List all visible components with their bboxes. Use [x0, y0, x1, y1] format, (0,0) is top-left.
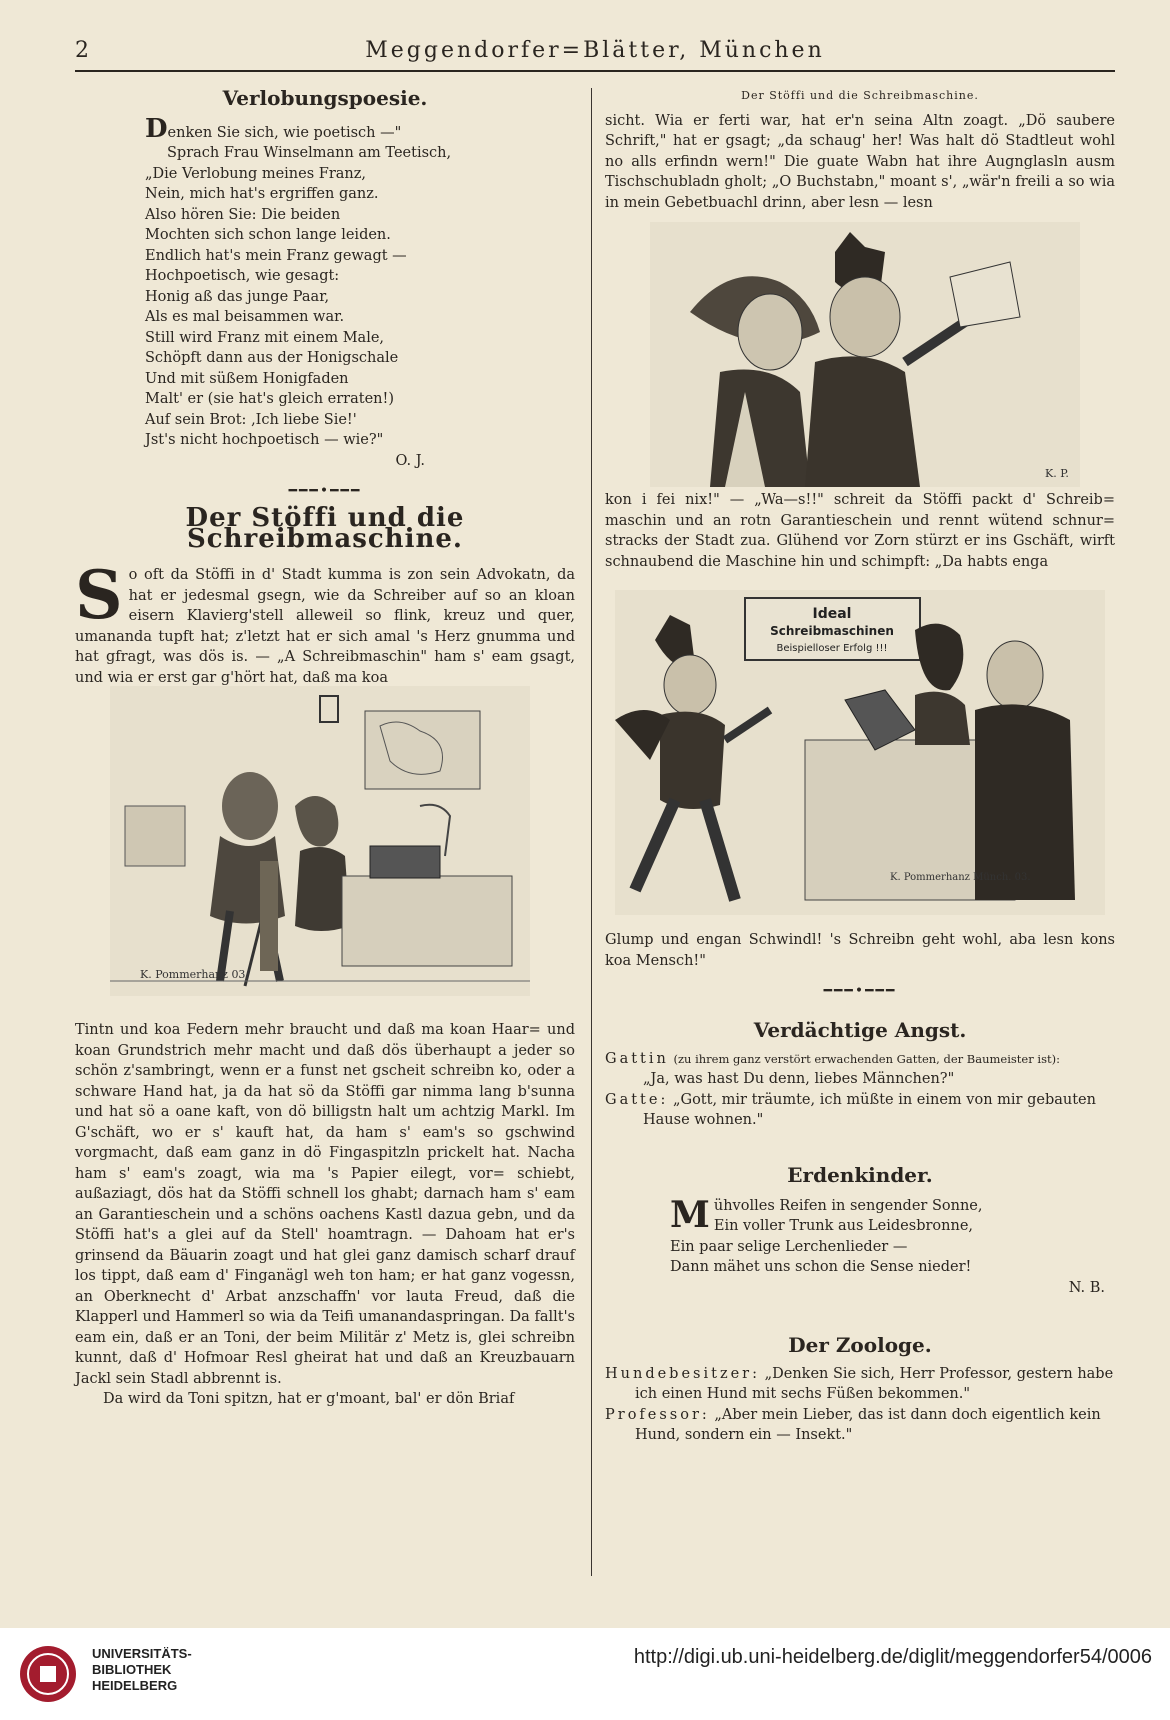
poem1-line: Honig aß das junge Paar,	[145, 288, 330, 305]
university-seal-icon	[18, 1644, 78, 1704]
poem1-line: Also hören Sie: Die beiden	[145, 206, 341, 223]
poem-erdenkinder	[605, 1165, 1115, 1298]
poem1-line: Malt' er (sie hat's gleich erraten!)	[145, 391, 394, 407]
header-rule	[75, 70, 1115, 72]
ornament-divider: ━━━•━━━	[288, 483, 362, 499]
poem1-line: Nein, mich hat's ergriffen ganz.	[145, 186, 379, 202]
illustration-couple-reading	[650, 222, 1080, 487]
story-section	[75, 503, 575, 688]
poem1-line: „Die Verlobung meines Franz,	[145, 165, 366, 182]
poem1-line: Mochten sich schon lange leiden.	[145, 227, 391, 243]
sign-line-1: Ideal	[812, 606, 852, 622]
ornament-divider-2: ━━━•━━━	[823, 983, 897, 999]
story-paragraph-1: o oft da Stöffi in d' Stadt kumma is zon sein Advokatn, da hat er jedesmal gsegn, wie da Schreiber auf so an kloan eisern Klavierg'stell alleweil so flink, kreuz und quer, umananda tupft hat; z'letzt hat er sich amal 's Herz gnumma und hat gfragt, was dös is. — „A Schreibmaschin" ham s' eam gsagt, und wia er erst gar g'hört hat, daß ma koa	[75, 567, 575, 686]
erden-line: Dann mähet uns schon die Sense nieder!	[670, 1259, 972, 1275]
story-paragraph-4: sicht. Wia er ferti war, hat er'n seina Altn zoagt. „Dö saubere Schrift," hat er gsagt; „da schaug' her! Was halt dö Stadtleut wohl no alls erfindn wern!" Die guate Wabn hat ihre Augnglasln ausm Tischschubladn gholt; „O Buchstabn," moant s', „wär'n freili a so wia in mein Gebetbuachl drinn, aber lesn — lesn	[605, 112, 1115, 211]
angst-title: Verdächtige Angst.	[753, 1018, 967, 1042]
section-verdaechtige-angst	[605, 1020, 1115, 1131]
story-ending	[605, 930, 1115, 1002]
library-line-3: HEIDELBERG	[92, 1678, 178, 1693]
story-continuation-right	[605, 86, 1115, 213]
artist-signature-2: K. Pommerhanz Münch. 03.	[890, 872, 1031, 883]
angst-line-1: „Ja, was hast Du denn, liebes Männchen?"	[643, 1071, 955, 1087]
illustration-drawing-2	[650, 222, 1080, 487]
poem-body	[75, 113, 575, 472]
poem-signature: O. J.	[395, 452, 425, 469]
illustration-office-typewriter	[110, 686, 530, 996]
artist-signature-1: K. Pommerhanz 03	[140, 968, 246, 981]
erden-title: Erdenkinder.	[787, 1163, 933, 1187]
library-line-1: UNIVERSITÄTS-	[92, 1646, 192, 1661]
story-paragraph-2: Tintn und koa Federn mehr braucht und daß ma koan Haar= und koan Grundstrich mehr macht und daß dös überhaupt a jeder so schön z'sambringt, wenn er a funst net gscheit schreibn ko, oder a schware Hand hat, ja da hat sö da Stöffi gar nimma lang b'sunna und hat sö a oane kaft, von dö billigstn halt um achtzig Markl. Im G'schäft, wo er s' kauft hat, da ham s' eam's so gschwind vorgmacht, daß eam ganz in dö Fingaspitzln prickelt hat. Nacha ham s' eam's zoagt, wia ma 's Papier eilegt, vor= schiebt, außaziagt, dös hat da Stöffi schnell los ghabt; darnach ham s' eam an Garantieschein und a schöns oachens Kastl dazua gebn, und da Stöffi hat's a glei auf da Stell' hoamtragn. — Dahoam hat er's grinsend da Bäuarin zoagt und hat glei ganz damisch scharf drauf los tippt, daß eam d' Finganägl weh ton ham; er hat ganz vogessn, an Oberknecht d' Arbat anzschaffn' vor lauta Freud, daß die Klapperl und Hammerl so wia da Teifi umanandaspringan. Da fallt's eam ein, daß er an Toni, der beim Militär z' Metz is, glei schreibn kunnt, daß d' Hofmoar Resl gheirat hat und daß an Kreuzbauarn Jackl sein Stadl abbrennt is.	[75, 1022, 575, 1387]
erden-first-line: ühvolles Reifen in sengender Sonne,	[713, 1197, 983, 1214]
story-paragraph-5: kon i fei nix!" — „Wa—s!!" schreit da Stöffi packt d' Schreib= maschin und an rotn Garantieschein und rennt wütend schnur= stracks der Stadt zua. Glühend vor Zorn stürzt er ins Gschäft, wirft schnaubend die Maschine hin und schimpft: „Da habts enga	[605, 492, 1115, 570]
angst-speaker-2: Gatte:	[605, 1091, 669, 1108]
poem-dropcap: D	[145, 113, 168, 144]
sign-line-3: Beispielloser Erfolg !!!	[776, 643, 888, 654]
angst-stage-direction: (zu ihrem ganz verstört erwachenden Gatten, der Baumeister ist):	[673, 1051, 1060, 1066]
poem1-line: Und mit süßem Honigfaden	[145, 370, 349, 387]
story-right-middle	[605, 490, 1115, 572]
story-paragraph-3: Da wird da Toni spitzn, hat er g'moant, bal' er dön Briaf	[103, 1391, 515, 1407]
poem-title: Verlobungspoesie.	[222, 86, 428, 110]
zoologe-speaker-2: Professor:	[605, 1406, 710, 1423]
viewer-footer	[0, 1628, 1170, 1720]
library-line-2: BIBLIOTHEK	[92, 1662, 172, 1677]
library-name[interactable]	[92, 1646, 192, 1694]
sign-line-2: Schreibmaschinen	[770, 624, 894, 638]
poem1-line: Sprach Frau Winselmann am Teetisch,	[167, 145, 452, 161]
illustration-drawing	[110, 686, 530, 996]
poem-first-line: enken Sie sich, wie poetisch —"	[167, 124, 402, 141]
section-der-zoologe	[605, 1335, 1115, 1446]
illustration-shop-scene	[615, 590, 1105, 915]
erden-lines	[670, 1216, 1115, 1278]
poem-lines	[145, 143, 575, 451]
poem1-line: Als es mal beisammen war.	[145, 309, 345, 325]
zoologe-speaker-1: Hundebesitzer:	[605, 1365, 760, 1382]
poem-verlobungspoesie	[75, 88, 575, 502]
continued-caption: Der Stöffi und die Schreibmaschine.	[741, 89, 979, 102]
poem1-line: Jst's nicht hochpoetisch — wie?"	[145, 432, 384, 448]
erden-line: Ein paar selige Lerchenlieder —	[670, 1238, 908, 1255]
poem1-line: Hochpoetisch, wie gesagt:	[145, 268, 340, 284]
digital-library-url[interactable]: http://digi.ub.uni-heidelberg.de/diglit/meggendorfer54/0006	[633, 1646, 1152, 1668]
zoologe-title: Der Zoologe.	[788, 1333, 932, 1357]
erden-signature: N. B.	[1068, 1279, 1105, 1296]
running-title: Meggendorfer=Blätter, München	[365, 38, 825, 63]
angst-speaker-1: Gattin	[605, 1050, 669, 1067]
story-dropcap: S	[75, 556, 123, 634]
poem1-line: Still wird Franz mit einem Male,	[145, 329, 385, 346]
zoologe-line-2: „Aber mein Lieber, das ist dann doch eigentlich kein Hund, sondern ein — Insekt."	[635, 1406, 1101, 1443]
story-continuation-left	[75, 1020, 575, 1410]
column-divider	[591, 88, 592, 1576]
story-paragraph-6: Glump und engan Schwindl! 's Schreibn geht wohl, aba lesn kons koa Mensch!"	[605, 932, 1115, 969]
page-number: 2	[75, 38, 89, 63]
illustration-drawing-3	[615, 590, 1105, 915]
erden-dropcap: M	[670, 1193, 710, 1236]
zoologe-line-1: „Denken Sie sich, Herr Professor, gestern habe ich einen Hund mit sechs Füßen bekommen."	[635, 1365, 1114, 1402]
story-title: Der Stöffi und die Schreibmaschine.	[185, 503, 465, 554]
artist-signature-3: K. P.	[1045, 467, 1069, 480]
erden-line: Ein voller Trunk aus Leidesbronne,	[713, 1218, 974, 1234]
poem1-line: Auf sein Brot: ‚Ich liebe Sie!'	[145, 411, 357, 428]
poem1-line: Schöpft dann aus der Honigschale	[145, 350, 399, 366]
angst-line-2: „Gott, mir träumte, ich müßte in einem von mir gebauten Hause wohnen."	[643, 1091, 1096, 1128]
page-header	[75, 38, 1115, 68]
poem1-line: Endlich hat's mein Franz gewagt —	[145, 247, 407, 264]
